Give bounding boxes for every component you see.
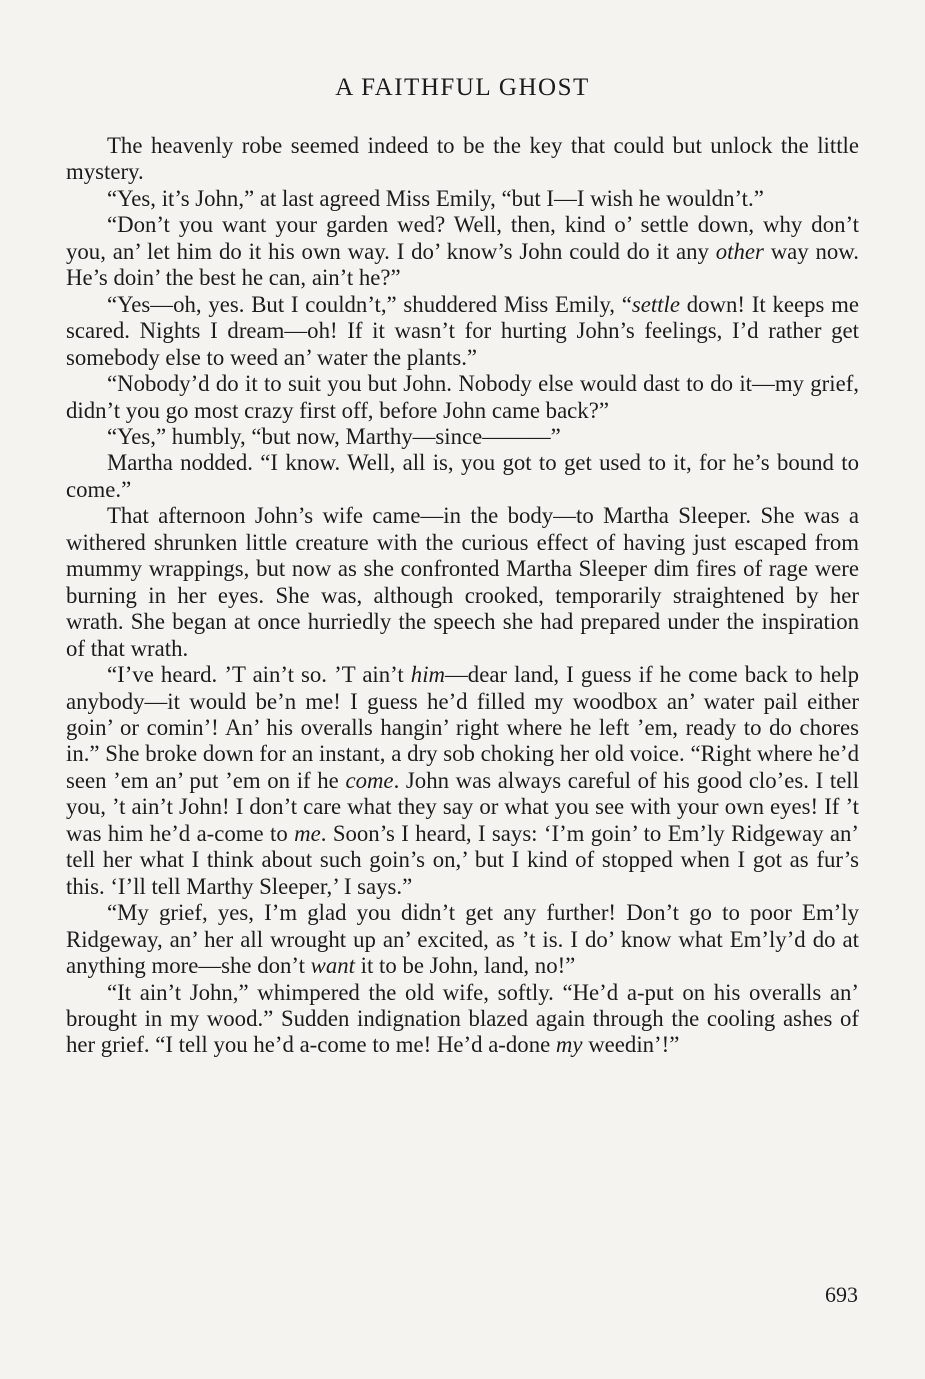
- italic-text: settle: [631, 291, 680, 317]
- text-run: “Yes, it’s John,” at last agreed Miss Emily, “but I—I wish he wouldn’t.”: [107, 185, 764, 211]
- italic-text: my: [555, 1032, 583, 1058]
- italic-text: other: [715, 238, 764, 264]
- text-run: way now. He’s doin’ the best he can, ain’t he?”: [66, 238, 859, 291]
- text-run: Martha nodded. “I know. Well, all is, you got to get used to it, for he’s bound to come.”: [66, 450, 859, 502]
- italic-text: him: [410, 662, 445, 688]
- text-run: “It ain’t John,” whimpered the old wife, softly. “He’d a-put on his overalls an’ brought in my wood.” Sudden indignation blazed again through the cooling ashes of her grief. “I tell you he’d a-come to me! He’d a-done: [66, 979, 859, 1058]
- text-run: “Don’t you want your garden wed? Well, then, kind o’ settle down, why don’t you, an’ let him do it his own way. I do’ know’s John could do it any: [66, 212, 859, 264]
- text-run: —dear land, I guess if he come back to help anybody—it would be’n me! I guess he’d filled my woodbox an’ water pail either goin’ or comin’! An’ his overalls hangin’ right where he left ’em, ready to do chores in.” She broke down for an instant, a dry sob choking her old voice. “Right where he’d seen ’em an’ put ’em on if he: [66, 662, 859, 793]
- italic-text: want: [310, 953, 355, 979]
- paragraph: [66, 133, 859, 186]
- text-run: it to be John, land, no!”: [354, 953, 576, 979]
- text-run: “Yes—oh, yes. But I couldn’t,” shuddered Miss Emily, “: [107, 291, 632, 317]
- text-run: That afternoon John’s wife came—in the body—to Martha Sleeper. She was a withered shrunken little creature with the curious effect of having just escaped from mummy wrappings, but now as she confronted Martha Sleeper dim fires of rage were burning in her eyes. She was, although crooked, temporarily straightened by her wrath. She began at once hurriedly the speech she had prepared under the inspiration of that wrath.: [66, 503, 859, 661]
- paragraph: [66, 371, 859, 424]
- paragraph: [66, 980, 859, 1059]
- text-run: “Yes,” humbly, “but now, Marthy—since———”: [107, 423, 561, 449]
- paragraph: [66, 662, 859, 900]
- text-run: The heavenly robe seemed indeed to be the key that could but unlock the little mystery.: [66, 133, 859, 185]
- paragraph: [66, 503, 859, 662]
- text-run: . Soon’s I heard, I says: ‘I’m goin’ to Em’ly Ridgeway an’ tell her what I think about such goin’s on,’ but I kind of stopped when I got as fur’s this. ‘I’ll tell Marthy Sleeper,’ I says.”: [66, 820, 859, 899]
- paragraph: [66, 450, 859, 503]
- italic-text: me: [294, 820, 321, 846]
- paragraph: [66, 900, 859, 979]
- text-run: weedin’!”: [582, 1032, 680, 1058]
- paragraph: [66, 212, 859, 291]
- italic-text: come: [345, 767, 394, 793]
- running-head: A FAITHFUL GHOST: [335, 74, 590, 101]
- paragraph: [66, 424, 859, 450]
- text-run: . John was always careful of his good clo’es. I tell you, ’t ain’t John! I don’t care what they say or what you see with your own eyes! If ’t was him he’d a-come to: [66, 767, 859, 846]
- text-run: “My grief, yes, I’m glad you didn’t get any further! Don’t go to poor Em’ly Ridgeway, an’ her all wrought up an’ excited, as ’t is. I do’ know what Em’ly’d do at anything more—she don’t: [66, 900, 859, 979]
- paragraph: [66, 292, 859, 371]
- text-run: down! It keeps me scared. Nights I dream—oh! If it wasn’t for hurting John’s feelings, I’d rather get somebody else to weed an’ water the plants.”: [66, 291, 859, 370]
- body-text: [66, 133, 859, 1059]
- page-number: 693: [825, 1282, 858, 1307]
- text-run: “Nobody’d do it to suit you but John. Nobody else would dast to do it—my grief, didn’t you go most crazy first off, before John came back?”: [66, 371, 859, 423]
- paragraph: [66, 186, 859, 212]
- text-run: “I’ve heard. ’T ain’t so. ’T ain’t: [107, 662, 411, 688]
